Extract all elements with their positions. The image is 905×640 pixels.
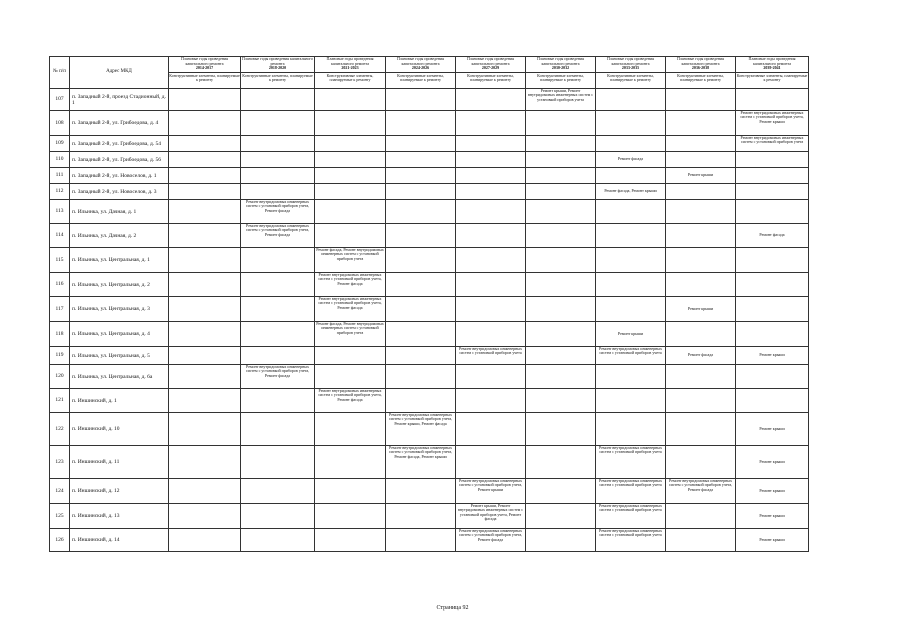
table-row (50, 111, 809, 136)
repair-cell (666, 136, 736, 152)
capital-repair-table (49, 56, 809, 552)
repair-cell (169, 273, 241, 297)
repair-cell (169, 322, 241, 347)
row-number: 107 (50, 89, 70, 111)
repair-cell (736, 365, 809, 389)
table-header (50, 57, 809, 89)
repair-cell (169, 413, 241, 446)
repair-cell (596, 248, 666, 273)
repair-cell (526, 389, 596, 413)
repair-cell (736, 322, 809, 347)
repair-cell (169, 479, 241, 504)
table-row (50, 347, 809, 365)
row-number: 120 (50, 365, 70, 389)
repair-cell (456, 248, 526, 273)
repair-cell (386, 136, 456, 152)
repair-cell (526, 152, 596, 168)
row-number: 126 (50, 529, 70, 552)
table-row (50, 200, 809, 224)
row-address: п. Ильинка, ул. Центральная, д. 5 (70, 347, 169, 365)
repair-cell (241, 479, 315, 504)
repair-cell (736, 248, 809, 273)
repair-cell (241, 322, 315, 347)
repair-cell (736, 168, 809, 184)
row-address: п. Ильинка, ул. Центральная, д. 1 (70, 248, 169, 273)
repair-cell (386, 168, 456, 184)
repair-cell (386, 152, 456, 168)
row-address: п. Иншинский, д. 10 (70, 413, 169, 446)
repair-cell (456, 365, 526, 389)
row-number: 110 (50, 152, 70, 168)
repair-cell (526, 413, 596, 446)
repair-cell (596, 89, 666, 111)
row-address: п. Западный 2-й, ул. Грибоедова, д. 54 (70, 136, 169, 152)
repair-cell (169, 347, 241, 365)
repair-cell (456, 184, 526, 200)
repair-cell (666, 184, 736, 200)
repair-cell (315, 479, 386, 504)
repair-cell (169, 111, 241, 136)
repair-cell (241, 347, 315, 365)
repair-cell (386, 224, 456, 248)
repair-cell: Ремонт внутридомовых инженерных систем с установкой приборов учета, Ремонт крыши (736, 111, 809, 136)
header-period: Плановые годы проведения капитального ремонта 2033-2035 Конструктивные элементы, планируемые к ремонту (596, 57, 666, 89)
repair-cell (315, 168, 386, 184)
repair-cell: Ремонт внутридомовых инженерных систем с установкой приборов учета, Ремонт фасада (315, 297, 386, 322)
repair-cell (596, 413, 666, 446)
repair-cell (386, 347, 456, 365)
repair-cell (736, 389, 809, 413)
repair-cell (169, 136, 241, 152)
row-number: 125 (50, 504, 70, 529)
table-row (50, 479, 809, 504)
repair-cell (169, 446, 241, 479)
repair-cell (596, 389, 666, 413)
row-address: п. Западный 2-й, проезд Стадионный, д. 1 (70, 89, 169, 111)
row-number: 121 (50, 389, 70, 413)
repair-cell: Ремонт внутридомовых инженерных систем с установкой приборов учета, Ремонт крыши (456, 479, 526, 504)
repair-cell (169, 504, 241, 529)
row-address: п. Иншинский, д. 14 (70, 529, 169, 552)
repair-cell (315, 111, 386, 136)
repair-cell (596, 136, 666, 152)
repair-cell: Ремонт фасада, Ремонт внутридомовых инженерных систем с установкой приборов учета (315, 248, 386, 273)
header-address: Адрес МКД (70, 57, 169, 89)
repair-cell (169, 168, 241, 184)
row-number: 112 (50, 184, 70, 200)
repair-cell (666, 152, 736, 168)
repair-cell (386, 184, 456, 200)
repair-cell (456, 273, 526, 297)
repair-cell: Ремонт крыши (736, 529, 809, 552)
repair-cell (169, 389, 241, 413)
row-address: п. Западный 2-й, ул. Грибоедова, д. 4 (70, 111, 169, 136)
repair-cell: Ремонт внутридомовых инженерных систем с установкой приборов учета (596, 479, 666, 504)
repair-cell (169, 224, 241, 248)
row-number: 116 (50, 273, 70, 297)
repair-cell (526, 529, 596, 552)
repair-cell (456, 322, 526, 347)
repair-cell (386, 89, 456, 111)
repair-cell (386, 389, 456, 413)
repair-cell: Ремонт внутридомовых инженерных систем с установкой приборов учета, Ремонт фасада (315, 389, 386, 413)
repair-cell (386, 248, 456, 273)
repair-cell (596, 273, 666, 297)
repair-cell: Ремонт внутридомовых инженерных систем с установкой приборов учета, Ремонт фасада (241, 200, 315, 224)
repair-cell (241, 273, 315, 297)
repair-cell (241, 504, 315, 529)
repair-cell (241, 89, 315, 111)
repair-cell (596, 111, 666, 136)
table-body (50, 89, 809, 552)
header-period: Плановые годы проведения капитального ремонта 2014-2017 Конструктивные элементы, планируемые к ремонту (169, 57, 241, 89)
repair-cell: Ремонт крыши (596, 322, 666, 347)
row-number: 109 (50, 136, 70, 152)
row-number: 117 (50, 297, 70, 322)
header-period: Плановые годы проведения капитального ремонта 2027-2029 Конструктивные элементы, планируемые к ремонту (456, 57, 526, 89)
repair-cell (456, 389, 526, 413)
table-row (50, 446, 809, 479)
row-address: п. Ильинка, ул. Дачная, д. 1 (70, 200, 169, 224)
repair-cell (315, 136, 386, 152)
repair-cell: Ремонт крыши (736, 504, 809, 529)
repair-cell (315, 184, 386, 200)
table-row (50, 136, 809, 152)
table-row (50, 297, 809, 322)
repair-cell: Ремонт внутридомовых инженерных систем с установкой приборов учета (456, 347, 526, 365)
repair-cell (315, 347, 386, 365)
repair-cell (241, 184, 315, 200)
repair-cell (456, 413, 526, 446)
repair-cell (169, 152, 241, 168)
repair-cell: Ремонт внутридомовых инженерных систем с установкой приборов учета (736, 136, 809, 152)
repair-cell (596, 224, 666, 248)
repair-cell: Ремонт крыши (736, 446, 809, 479)
repair-cell: Ремонт фасада (736, 224, 809, 248)
repair-cell (666, 273, 736, 297)
repair-cell: Ремонт внутридомовых инженерных систем с установкой приборов учета, Ремонт фасада, Ремонт крыши (386, 446, 456, 479)
repair-cell (386, 322, 456, 347)
repair-cell: Ремонт крыши, Ремонт внутридомовых инженерных систем с установкой приборов учета, Ремонт фасада (456, 504, 526, 529)
row-number: 115 (50, 248, 70, 273)
repair-cell (526, 224, 596, 248)
repair-cell: Ремонт крыши, Ремонт внутридомовых инженерных систем с установкой приборов учета (526, 89, 596, 111)
repair-cell (596, 297, 666, 322)
repair-cell (386, 273, 456, 297)
table-row (50, 273, 809, 297)
row-address: п. Ильинка, ул. Дачная, д. 2 (70, 224, 169, 248)
row-address: п. Западный 2-й, ул. Новоселов, д. 1 (70, 168, 169, 184)
repair-cell: Ремонт фасада (666, 347, 736, 365)
repair-cell (596, 168, 666, 184)
repair-cell (526, 365, 596, 389)
repair-cell (315, 224, 386, 248)
repair-cell: Ремонт внутридомовых инженерных систем с установкой приборов учета (596, 446, 666, 479)
repair-cell (169, 529, 241, 552)
repair-cell (666, 365, 736, 389)
repair-cell: Ремонт внутридомовых инженерных систем с установкой приборов учета, Ремонт фасада (241, 365, 315, 389)
repair-cell (241, 168, 315, 184)
repair-cell (526, 111, 596, 136)
header-period: Плановые годы проведения капитального ремонта 2036-2038 Конструктивные элементы, планируемые к ремонту (666, 57, 736, 89)
table-row (50, 224, 809, 248)
row-number: 124 (50, 479, 70, 504)
repair-cell (169, 89, 241, 111)
table-row (50, 152, 809, 168)
repair-cell (386, 365, 456, 389)
repair-cell (666, 529, 736, 552)
repair-cell (526, 200, 596, 224)
table-row (50, 504, 809, 529)
repair-cell (456, 224, 526, 248)
repair-cell (456, 168, 526, 184)
row-address: п. Ильинка, ул. Центральная, д. 3 (70, 297, 169, 322)
repair-cell: Ремонт внутридомовых инженерных систем с установкой приборов учета, Ремонт фасада (456, 529, 526, 552)
repair-cell (666, 200, 736, 224)
header-period: Плановые годы проведения капитального ремонта 2030-2032 Конструктивные элементы, планируемые к ремонту (526, 57, 596, 89)
repair-cell (315, 152, 386, 168)
repair-cell (526, 504, 596, 529)
repair-cell: Ремонт крыши (736, 413, 809, 446)
repair-cell (736, 200, 809, 224)
repair-cell (241, 389, 315, 413)
page-number: Страница 92 (436, 605, 469, 611)
row-address: п. Иншинский, д. 12 (70, 479, 169, 504)
repair-cell (666, 413, 736, 446)
repair-cell: Ремонт внутридомовых инженерных систем с установкой приборов учета, Ремонт фасада (241, 224, 315, 248)
repair-cell (456, 200, 526, 224)
row-address: п. Ильинка, ул. Центральная, д. 4 (70, 322, 169, 347)
repair-cell (526, 248, 596, 273)
repair-cell (456, 111, 526, 136)
repair-cell (666, 89, 736, 111)
row-address: п. Ильинка, ул. Центральная, д. 6а (70, 365, 169, 389)
repair-cell (456, 297, 526, 322)
row-number: 123 (50, 446, 70, 479)
repair-cell: Ремонт внутридомовых инженерных систем с установкой приборов учета, Ремонт крыши, Ремонт фасада (386, 413, 456, 446)
repair-cell (666, 322, 736, 347)
header-period: Плановые годы проведения капитального ремонта 2018-2020 Конструктивные элементы, планируемые к ремонту (241, 57, 315, 89)
repair-cell (241, 136, 315, 152)
repair-cell (386, 504, 456, 529)
header-period: Плановые годы проведения капитального ремонта 2039-2041 Конструктивные элементы, планируемые к ремонту (736, 57, 809, 89)
repair-cell (526, 297, 596, 322)
row-number: 113 (50, 200, 70, 224)
repair-cell (666, 111, 736, 136)
row-address: п. Западный 2-й, ул. Грибоедова, д. 56 (70, 152, 169, 168)
repair-cell (386, 200, 456, 224)
repair-cell (596, 365, 666, 389)
repair-cell (666, 504, 736, 529)
table-row (50, 184, 809, 200)
repair-cell (666, 248, 736, 273)
repair-cell (241, 248, 315, 273)
row-number: 114 (50, 224, 70, 248)
repair-cell (736, 273, 809, 297)
repair-cell (241, 446, 315, 479)
repair-cell (666, 224, 736, 248)
repair-cell (666, 446, 736, 479)
repair-cell (386, 479, 456, 504)
row-address: п. Иншинский, д. 1 (70, 389, 169, 413)
repair-cell (456, 89, 526, 111)
repair-cell (526, 446, 596, 479)
repair-cell (736, 184, 809, 200)
row-address: п. Иншинский, д. 11 (70, 446, 169, 479)
row-number: 108 (50, 111, 70, 136)
repair-cell (169, 248, 241, 273)
repair-cell: Ремонт внутридомовых инженерных систем с установкой приборов учета (596, 347, 666, 365)
repair-cell (241, 529, 315, 552)
repair-cell (169, 297, 241, 322)
repair-cell (315, 89, 386, 111)
header-period: Плановые годы проведения капитального ремонта 2024-2026 Конструктивные элементы, планируемые к ремонту (386, 57, 456, 89)
repair-cell (526, 184, 596, 200)
repair-cell: Ремонт фасада (596, 152, 666, 168)
repair-cell (526, 322, 596, 347)
repair-cell (241, 111, 315, 136)
repair-cell (526, 136, 596, 152)
table-row (50, 89, 809, 111)
repair-cell: Ремонт фасада, Ремонт внутридомовых инженерных систем с установкой приборов учета (315, 322, 386, 347)
row-address: п. Ильинка, ул. Центральная, д. 2 (70, 273, 169, 297)
table-row (50, 529, 809, 552)
table-row (50, 248, 809, 273)
repair-cell (736, 297, 809, 322)
repair-cell (169, 200, 241, 224)
repair-cell: Ремонт фасада, Ремонт крыши (596, 184, 666, 200)
repair-cell (666, 389, 736, 413)
repair-cell (315, 365, 386, 389)
repair-cell (241, 413, 315, 446)
table-row (50, 413, 809, 446)
header-period: Плановые годы проведения капитального ремонта 2021-2023 Конструктивные элементы, планируемые к ремонту (315, 57, 386, 89)
repair-cell (526, 168, 596, 184)
repair-cell (169, 184, 241, 200)
row-number: 122 (50, 413, 70, 446)
repair-cell (169, 365, 241, 389)
repair-cell: Ремонт крыши (736, 479, 809, 504)
table-row (50, 168, 809, 184)
repair-cell (736, 152, 809, 168)
table-row (50, 322, 809, 347)
repair-cell (386, 529, 456, 552)
repair-cell: Ремонт крыши (736, 347, 809, 365)
repair-cell (315, 504, 386, 529)
repair-cell (386, 111, 456, 136)
repair-cell (456, 446, 526, 479)
repair-cell (736, 89, 809, 111)
repair-cell: Ремонт внутридомовых инженерных систем с установкой приборов учета, Ремонт фасада (315, 273, 386, 297)
repair-cell (526, 273, 596, 297)
row-address: п. Иншинский, д. 13 (70, 504, 169, 529)
repair-cell (315, 200, 386, 224)
repair-cell (315, 529, 386, 552)
repair-cell: Ремонт крыши (666, 168, 736, 184)
row-address: п. Западный 2-й, ул. Новоселов, д. 3 (70, 184, 169, 200)
repair-cell (315, 446, 386, 479)
repair-cell (456, 152, 526, 168)
row-number: 119 (50, 347, 70, 365)
row-number: 118 (50, 322, 70, 347)
repair-cell (526, 479, 596, 504)
table-row (50, 389, 809, 413)
repair-cell (596, 200, 666, 224)
repair-cell (526, 347, 596, 365)
header-num: № п/п (50, 57, 70, 89)
repair-cell: Ремонт внутридомовых инженерных систем с установкой приборов учета (596, 529, 666, 552)
repair-cell (241, 297, 315, 322)
repair-cell: Ремонт крыши (666, 297, 736, 322)
repair-cell: Ремонт внутридомовых инженерных систем с установкой приборов учета (596, 504, 666, 529)
row-number: 111 (50, 168, 70, 184)
repair-cell (386, 297, 456, 322)
table-row (50, 365, 809, 389)
repair-cell (315, 413, 386, 446)
repair-cell: Ремонт внутридомовых инженерных систем с установкой приборов учета, Ремонт фасада (666, 479, 736, 504)
repair-cell (241, 152, 315, 168)
repair-cell (456, 136, 526, 152)
